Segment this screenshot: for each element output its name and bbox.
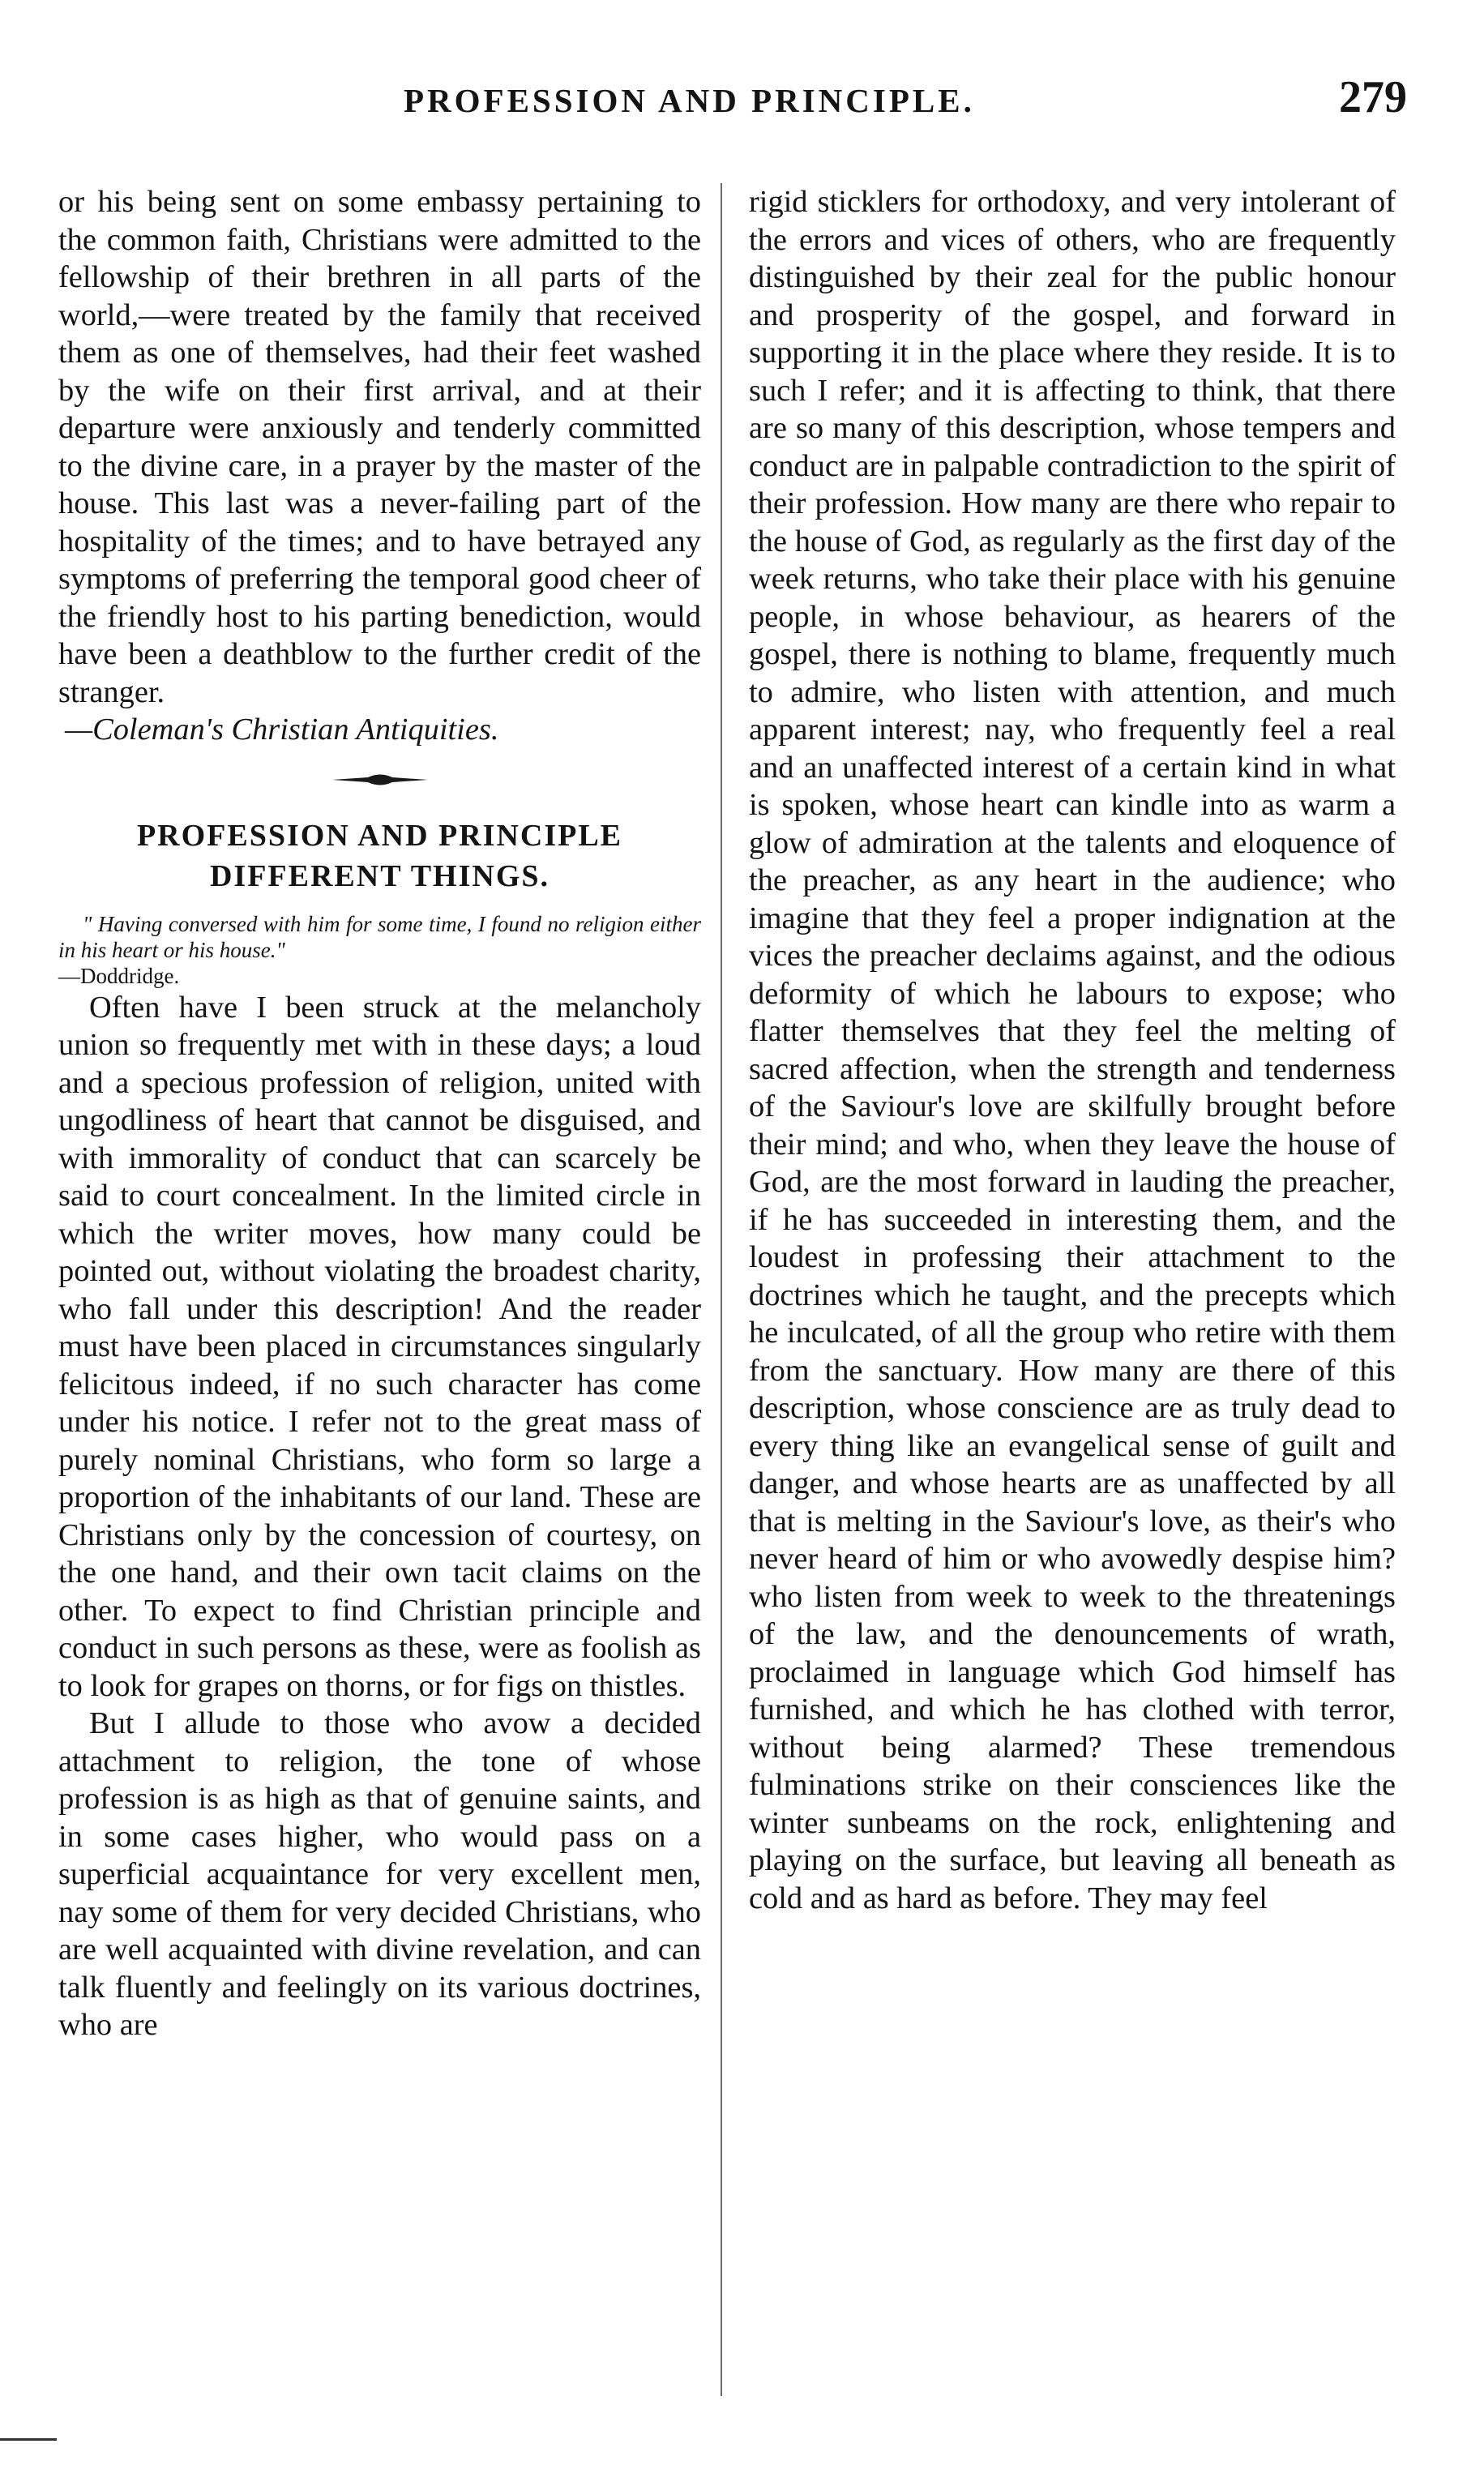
article-title: PROFESSION AND PRINCIPLE DIFFERENT THINGS. (136, 818, 623, 893)
right-column (749, 183, 1396, 1917)
left-column (58, 183, 701, 2044)
footer-rule (0, 2438, 57, 2441)
column-divider (721, 183, 722, 2396)
source-attribution: —Coleman's Christian Antiquities. (65, 713, 499, 747)
section-divider-ornament (332, 773, 428, 786)
right-column-text: rigid sticklers for orthodoxy, and very intolerant of the errors and vices of others, who are frequently distinguished by their zeal for the public honour and prosperity of the gospel, and forward in supporting it in the place where they reside. It is to such I refer; and it is affecting to think, that there are so many of this description, whose tempers and conduct are in palpable contradiction to the spirit of their profession. How many are there who repair to the house of God, as regularly as the first day of the week returns, who take their place with his genuine people, in whose behaviour, as hearers of the gospel, there is nothing to blame, frequently much to admire, who listen with attention, and much apparent interest; nay, who frequently feel a real and an unaffected interest of a certain kind in what is spoken, whose heart can kindle into as warm a glow of admiration at the talents and eloquence of the preacher, as any heart in the audience; who imagine that they feel a proper indignation at the vices the preacher declaims against, and the odious deformity of which he labours to expose; who flatter themselves that they feel the melting of sacred affection, when the strength and tenderness of the Saviour's love are skilfully brought before their mind; and who, when they leave the house of God, are the most forward in lauding the preacher, if he has succeeded in interesting them, and the loudest in professing their attachment to the doctrines which he taught, and the precepts which he inculcated, of all the group who retire with them from the sanctuary. How many are there of this description, whose conscience are as truly dead to every thing like an evangelical sense of guilt and danger, and whose hearts are as unaffected by all that is melting in the Saviour's love, as their's who never heard of him or who avowedly despise him? who listen from week to week to the threatenings of the law, and the denouncements of wrath, proclaimed in language which God himself has furnished, and which he has clothed with terror, without being alarmed? These tremendous fulminations strike on their consciences like the winter sunbeams on the rock, enlightening and playing on the surface, but leaving all beneath as cold and as hard as before. They may feel (749, 185, 1396, 1915)
running-head: PROFESSION AND PRINCIPLE. (404, 82, 975, 119)
epigraph-quote: " Having conversed with him for some time, I found no religion either in his heart or his house." (58, 911, 701, 962)
body-paragraph-2: But I allude to those who avow a decided attachment to religion, the tone of whose profession is as high as that of genuine saints, and in some cases higher, who would pass on a superficial acquaintance for very excellent men, nay some of them for very decided Christians, who are well acquainted with divine revelation, and can talk fluently and feelingly on its various doctrines, who are (58, 1706, 701, 2042)
epigraph-source: —Doddridge. (58, 963, 180, 988)
page-number: 279 (1339, 72, 1407, 122)
body-paragraph-1: Often have I been struck at the melancholy union so frequently met with in these days; a loud and a specious profession of religion, united with ungodliness of heart that cannot be disguised, and with immorality of conduct that can scarcely be said to court concealment. In the limited circle in which the writer moves, how many could be pointed out, without violating the broadest charity, who fall under this description! And the reader must have been placed in circumstances singularly felicitous indeed, if no such character has come under his notice. I refer not to the great mass of purely nominal Christians, who form so large a proportion of the inhabitants of our land. These are Christians only by the concession of courtesy, on the one hand, and their own tacit claims on the other. To expect to find Christian principle and conduct in such persons as these, were as foolish as to look for grapes on thorns, or for figs on thistles. (58, 990, 701, 1703)
continuation-paragraph: or his being sent on some embassy pertaining to the common faith, Christians were admitted to the fellowship of their brethren in all parts of the world,—were treated by the family that received them as one of themselves, had their feet washed by the wife on their first arrival, and at their departure were anxiously and tenderly committed to the divine care, in a prayer by the master of the house. This last was a never-failing part of the hospitality of the times; and to have betrayed any symptoms of preferring the temporal good cheer of the friendly host to his parting benediction, would have been a deathblow to the further credit of the stranger. (58, 185, 701, 709)
